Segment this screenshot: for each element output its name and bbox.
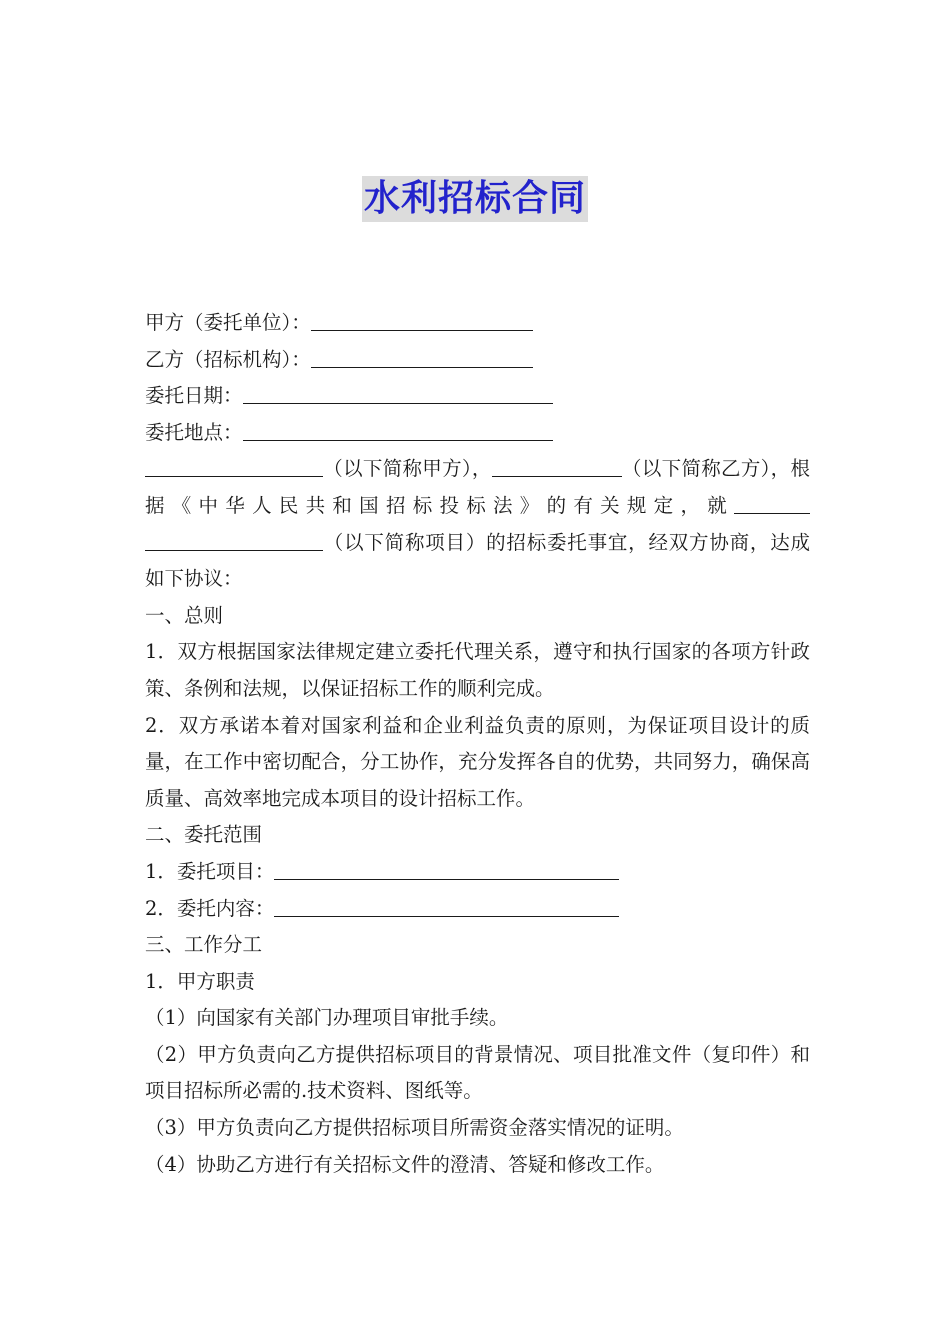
project-blank-2[interactable]: [145, 526, 323, 551]
duty-1: （1）向国家有关部门办理项目审批手续。: [145, 1006, 509, 1030]
commission-project-blank[interactable]: [274, 855, 619, 880]
party-a-name-blank[interactable]: [145, 452, 323, 477]
party-b-label: 乙方（招标机构）：: [145, 347, 311, 371]
section2-item1: [145, 854, 810, 891]
section1-item1: 1．双方根据国家法律规定建立委托代理关系，遵守和执行国家的各项方针政策、条例和法规，以保证招标工作的顺利完成。: [145, 640, 810, 700]
intro-paragraph: [145, 451, 810, 597]
place-line: [145, 415, 810, 452]
document-title: 水利招标合同: [362, 176, 588, 222]
duty-2: （2）甲方负责向乙方提供招标项目的背景情况、项目批准文件（复印件）和项目招标所必需的.技术资料、图纸等。: [145, 1042, 810, 1103]
party-a-label: 甲方（委托单位）：: [145, 311, 311, 334]
party-a-blank[interactable]: [311, 306, 533, 331]
date-line: [145, 378, 810, 415]
party-a-line: [145, 305, 810, 342]
intro-seg3: （以下简称项目）的招标委托事宜，经双方协商，达成如下协议：: [145, 530, 810, 591]
document-body: [145, 305, 810, 1183]
intro-seg2: （以下简称乙方），根据《中华人民共和国招标投标法》的有关规定，就: [145, 457, 810, 517]
section1-heading: 一、总则: [145, 603, 224, 627]
intro-seg1: （以下简称甲方），: [323, 457, 492, 481]
section2-item2: [145, 891, 810, 928]
section3-heading: 三、工作分工: [145, 933, 263, 957]
date-blank[interactable]: [243, 379, 553, 404]
date-label: 委托日期：: [145, 384, 243, 408]
place-blank[interactable]: [243, 416, 553, 441]
commission-content-blank[interactable]: [274, 892, 619, 917]
commission-content-label: 2．委托内容：: [145, 896, 275, 920]
project-blank-1[interactable]: [734, 489, 810, 514]
title-wrap: [0, 176, 950, 222]
duty-4: （4）协助乙方进行有关招标文件的澄清、答疑和修改工作。: [145, 1152, 665, 1176]
party-b-blank[interactable]: [311, 343, 533, 368]
party-b-name-blank[interactable]: [492, 452, 622, 477]
commission-project-label: 1．委托项目：: [145, 859, 275, 883]
party-b-line: [145, 342, 810, 379]
place-label: 委托地点：: [145, 420, 243, 444]
section1-item2: 2．双方承诺本着对国家利益和企业利益负责的原则，为保证项目设计的质量，在工作中密切配合，分工协作，充分发挥各自的优势，共同努力，确保高质量、高效率地完成本项目的设计招标工作。: [145, 713, 810, 810]
section2-heading: 二、委托范围: [145, 823, 263, 847]
section3-sub1: 1．甲方职责: [145, 969, 255, 993]
duty-3: （3）甲方负责向乙方提供招标项目所需资金落实情况的证明。: [145, 1116, 684, 1140]
